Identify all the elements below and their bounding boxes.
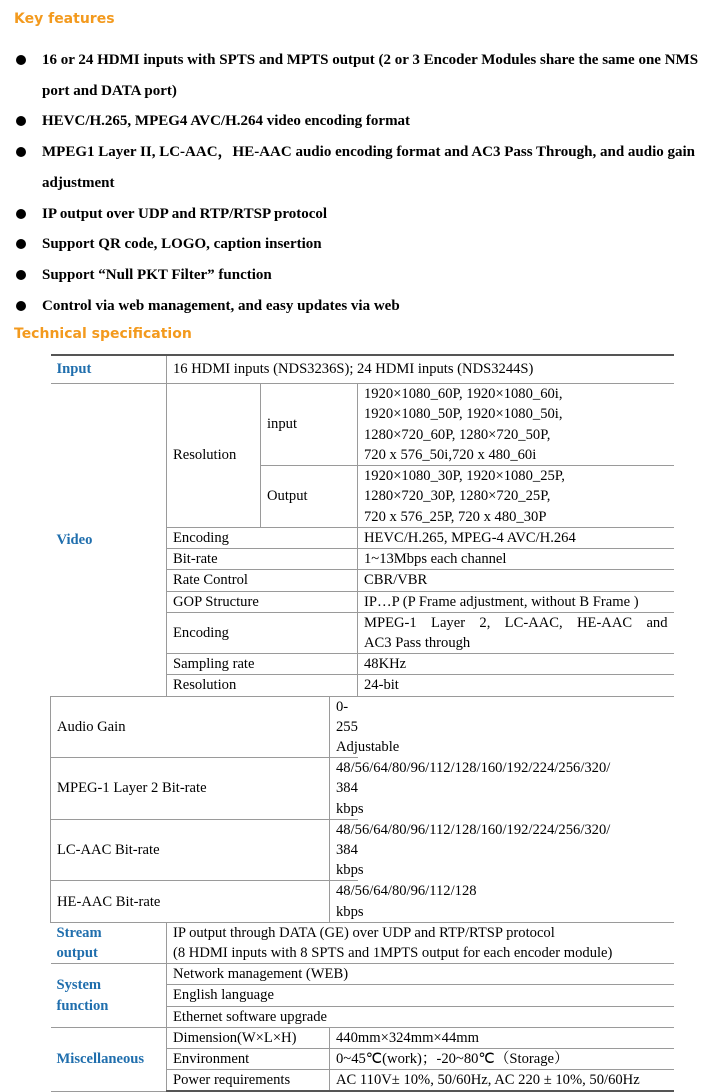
spec-value: Ethernet software upgrade: [167, 1006, 674, 1027]
video-output-label: Output: [261, 466, 358, 528]
spec-value: English language: [167, 985, 674, 1006]
video-resolution-label: Resolution: [167, 384, 261, 528]
feature-item: [0, 45, 724, 106]
spec-label: Dimension(W×L×H): [167, 1027, 330, 1048]
video-input-value: [358, 384, 674, 466]
spec-label: Encoding: [167, 612, 358, 653]
spec-label: GOP Structure: [167, 591, 358, 612]
input-value: 16 HDMI inputs (NDS3236S); 24 HDMI inputs (NDS3244S): [167, 355, 674, 384]
feature-item: [0, 260, 724, 291]
value-line: 1280×720_30P, 1280×720_25P,: [364, 488, 551, 505]
value-line: MPEG-1 Layer 2, LC-AAC, HE-AAC and: [364, 614, 668, 631]
bullet-icon: [16, 116, 26, 126]
key-features-heading: Key features: [14, 11, 115, 27]
video-input-label: input: [261, 384, 358, 466]
value-line: IP output through DATA (GE) over UDP and RTP/RTSP protocol: [173, 924, 555, 941]
table-row: [51, 696, 674, 758]
value-line: 1920×1080_30P, 1920×1080_25P,: [364, 468, 565, 485]
spec-value: 24-bit: [358, 675, 674, 696]
spec-table: [50, 354, 674, 1092]
table-row: [51, 964, 674, 985]
spec-label: Sampling rate: [167, 654, 358, 675]
value-line: 384 kbps: [336, 842, 364, 879]
value-line: 720 x 576_50i,720 x 480_60i: [364, 446, 537, 463]
feature-text: Control via web management, and easy updates via web: [42, 297, 400, 314]
audio-encoding-value: [358, 612, 674, 653]
table-row: [51, 758, 674, 820]
bullet-icon: [16, 239, 26, 249]
spec-value: AC 110V± 10%, 50/60Hz, AC 220 ± 10%, 50/60Hz: [330, 1070, 674, 1092]
category-video: Video: [51, 384, 167, 697]
video-output-value: [358, 466, 674, 528]
feature-text: IP output over UDP and RTP/RTSP protocol: [42, 205, 328, 222]
value-line: 720 x 576_25P, 720 x 480_30P: [364, 508, 547, 525]
category-system-function: [51, 964, 167, 1028]
table-row: [51, 922, 674, 963]
category-input: Input: [51, 355, 167, 384]
feature-item: [0, 291, 724, 322]
spec-value: CBR/VBR: [358, 570, 674, 591]
spec-label: Resolution: [167, 675, 358, 696]
tech-spec-heading: Technical specification: [14, 326, 192, 342]
spec-value: 48/56/64/80/96/112/128 kbps: [330, 881, 358, 922]
bullet-icon: [16, 209, 26, 219]
spec-label: HE-AAC Bit-rate: [51, 881, 330, 922]
spec-label: MPEG-1 Layer 2 Bit-rate: [51, 758, 330, 820]
stream-output-value: [167, 922, 674, 963]
feature-item: [0, 229, 724, 260]
category-stream-output: [51, 922, 167, 963]
feature-text: 16 or 24 HDMI inputs with SPTS and MPTS output (2 or 3 Encoder Modules share the same one NMS port and DATA port): [42, 52, 699, 99]
feature-text: MPEG1 Layer II, LC-AAC，HE-AAC audio encoding format and AC3 Pass Through, and audio gain adjustment: [42, 144, 696, 191]
spec-value: IP…P (P Frame adjustment, without B Frame ): [358, 591, 674, 612]
feature-item: [0, 199, 724, 230]
spec-label: Encoding: [167, 528, 358, 549]
spec-label: LC-AAC Bit-rate: [51, 819, 330, 881]
spec-value: 0-255 Adjustable: [330, 696, 358, 758]
table-row: [51, 384, 674, 466]
category-line: Stream: [56, 924, 102, 941]
spec-value: 440mm×324mm×44mm: [330, 1027, 674, 1048]
spec-value: 0~45℃(work)；-20~80℃（Storage）: [330, 1049, 674, 1070]
spec-value: [330, 819, 611, 881]
spec-label: Power requirements: [167, 1070, 330, 1092]
bullet-icon: [16, 301, 26, 311]
feature-item: [0, 106, 724, 137]
feature-text: Support “Null PKT Filter” function: [42, 266, 272, 283]
key-features-list: [0, 45, 724, 321]
spec-value: 48KHz: [358, 654, 674, 675]
spec-value: HEVC/H.265, MPEG-4 AVC/H.264: [358, 528, 674, 549]
value-line: 48/56/64/80/96/112/128/160/192/224/256/320/: [336, 821, 611, 838]
spec-value: [330, 758, 611, 820]
value-line: 48/56/64/80/96/112/128/160/192/224/256/320/: [336, 760, 611, 777]
spec-label: Rate Control: [167, 570, 358, 591]
feature-text: Support QR code, LOGO, caption insertion: [42, 236, 322, 253]
value-line: 1920×1080_60P, 1920×1080_60i,: [364, 386, 563, 403]
feature-item: [0, 137, 724, 198]
category-line: function: [56, 997, 109, 1014]
value-line: AC3 Pass through: [364, 635, 471, 652]
table-row: [51, 881, 674, 922]
table-row: [51, 355, 674, 384]
bullet-icon: [16, 270, 26, 280]
category-line: System: [56, 977, 102, 994]
bullet-icon: [16, 55, 26, 65]
table-row: [51, 1027, 674, 1048]
category-line: output: [56, 945, 98, 962]
bullet-icon: [16, 147, 26, 157]
spec-label: Environment: [167, 1049, 330, 1070]
category-miscellaneous: Miscellaneous: [51, 1027, 167, 1091]
spec-value: Network management (WEB): [167, 964, 674, 985]
spec-label: Audio Gain: [51, 696, 330, 758]
table-row: [51, 819, 674, 881]
value-line: 1280×720_60P, 1280×720_50P,: [364, 426, 551, 443]
value-line: 384 kbps: [336, 780, 364, 817]
spec-label: Bit-rate: [167, 549, 358, 570]
value-line: (8 HDMI inputs with 8 SPTS and 1MPTS output for each encoder module): [173, 945, 613, 962]
value-line: 1920×1080_50P, 1920×1080_50i,: [364, 406, 563, 423]
feature-text: HEVC/H.265, MPEG4 AVC/H.264 video encoding format: [42, 113, 411, 130]
spec-value: 1~13Mbps each channel: [358, 549, 674, 570]
